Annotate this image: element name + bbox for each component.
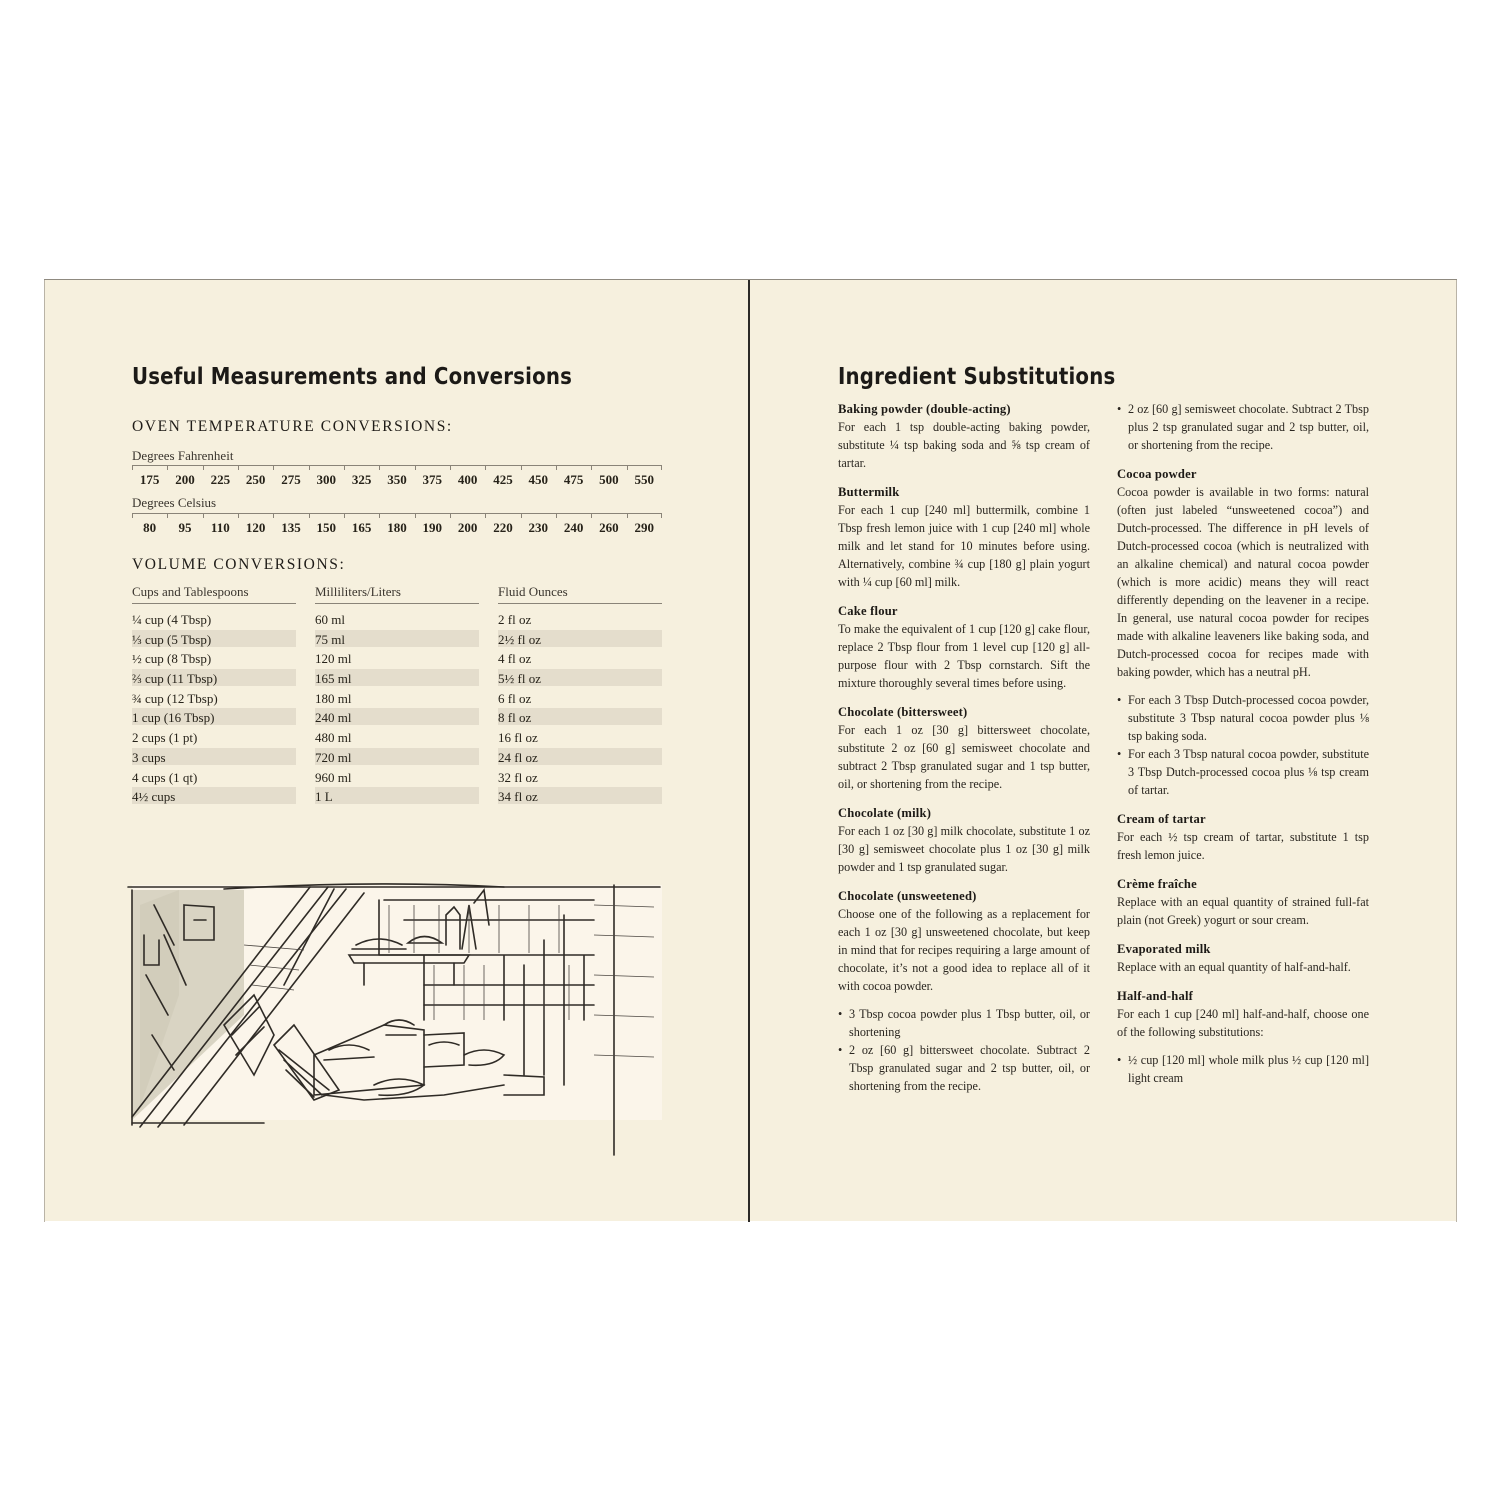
table-cell: 120 ml xyxy=(315,651,352,667)
bullet-item: • For each 3 Tbsp Dutch-processed cocoa powder, substitute 3 Tbsp natural cocoa powder plus ⅛ tsp baking soda. xyxy=(1117,691,1369,745)
celsius-value: 165 xyxy=(344,513,379,537)
celsius-value: 260 xyxy=(591,513,626,537)
celsius-scale xyxy=(132,513,662,533)
table-row xyxy=(132,649,662,669)
entry-name: Buttermilk xyxy=(838,485,900,499)
table-cell: 1 cup (16 Tbsp) xyxy=(132,708,296,725)
volume-heading: VOLUME CONVERSIONS: xyxy=(132,556,346,573)
substitution-entry xyxy=(1117,940,1369,976)
entry-name: Cream of tartar xyxy=(1117,812,1206,826)
table-cell: 75 ml xyxy=(315,630,479,647)
kitchen-sketch-illustration xyxy=(124,845,664,1165)
substitutions-column-left xyxy=(838,400,1090,1106)
table-row xyxy=(132,610,662,630)
substitution-entry xyxy=(838,602,1090,692)
celsius-value: 150 xyxy=(309,513,344,537)
fahrenheit-value: 550 xyxy=(627,465,662,489)
table-cell: ⅔ cup (11 Tbsp) xyxy=(132,669,296,686)
entry-text: For each 1 tsp double-acting baking powder, substitute ¼ tsp baking soda and ⅝ tsp cream of tartar. xyxy=(838,420,1090,470)
oven-heading: OVEN TEMPERATURE CONVERSIONS: xyxy=(132,418,453,435)
table-cell: 2½ fl oz xyxy=(498,630,662,647)
fahrenheit-scale xyxy=(132,465,662,485)
table-cell: 3 cups xyxy=(132,748,296,765)
fahrenheit-value: 500 xyxy=(591,465,626,489)
page-title-substitutions: Ingredient Substitutions xyxy=(838,364,1116,390)
fahrenheit-value: 175 xyxy=(132,465,167,489)
celsius-value: 240 xyxy=(556,513,591,537)
fahrenheit-value: 475 xyxy=(556,465,591,489)
fahrenheit-value: 325 xyxy=(344,465,379,489)
entry-name: Baking powder (double-acting) xyxy=(838,402,1011,416)
table-cell: ¾ cup (12 Tbsp) xyxy=(132,690,218,706)
table-row xyxy=(132,669,662,689)
right-page xyxy=(751,280,1457,1222)
table-cell: 32 fl oz xyxy=(498,769,538,785)
fahrenheit-value: 450 xyxy=(521,465,556,489)
page-title-measurements: Useful Measurements and Conversions xyxy=(132,364,573,390)
fahrenheit-label: Degrees Fahrenheit xyxy=(132,448,234,463)
substitution-entry xyxy=(838,804,1090,876)
table-cell: 720 ml xyxy=(315,748,479,765)
celsius-value: 220 xyxy=(485,513,520,537)
book-spread xyxy=(44,279,1457,1221)
table-cell: 5½ fl oz xyxy=(498,669,662,686)
table-cell: 4 fl oz xyxy=(498,651,532,667)
volume-table-header xyxy=(132,584,662,604)
table-cell: 240 ml xyxy=(315,708,479,725)
substitution-entry xyxy=(1117,987,1369,1087)
column-header: Cups and Tablespoons xyxy=(132,584,296,604)
celsius-value: 95 xyxy=(167,513,202,537)
entry-text: For each 1 oz [30 g] bittersweet chocolate, substitute 2 oz [60 g] semisweet chocolate and subtract 2 Tbsp granulated sugar and 1 tsp butter, oil, or shortening from the recipe. xyxy=(838,723,1090,791)
entry-name: Chocolate (milk) xyxy=(838,806,932,820)
table-cell: 4½ cups xyxy=(132,787,296,804)
substitution-entry xyxy=(838,887,1090,1095)
table-cell: 2 cups (1 pt) xyxy=(132,730,198,746)
bullet-item: • 3 Tbsp cocoa powder plus 1 Tbsp butter, oil, or shortening xyxy=(838,1005,1090,1041)
fahrenheit-value: 225 xyxy=(203,465,238,489)
entry-text: Cocoa powder is available in two forms: natural (often just labeled “unsweetened cocoa”) and Dutch-processed. The difference in pH levels of Dutch-processed cocoa (which is neutralized with an alkaline chemical) and natural cocoa powder (which is more acidic) means they will react differently depending on the leavener in a recipe. In general, use natural cocoa powder for recipes made with alkaline leaveners like baking soda, and Dutch-processed cocoa for recipes made with baking powder, which has a neutral pH. xyxy=(1117,485,1369,679)
entry-text: Replace with an equal quantity of half-and-half. xyxy=(1117,960,1351,974)
fahrenheit-value: 275 xyxy=(273,465,308,489)
entry-text: For each 1 cup [240 ml] half-and-half, choose one of the following substitutions: xyxy=(1117,1007,1369,1039)
entry-name: Crème fraîche xyxy=(1117,877,1197,891)
table-cell: 24 fl oz xyxy=(498,748,662,765)
entry-text: For each 1 oz [30 g] milk chocolate, substitute 1 oz [30 g] semisweet chocolate plus 1 oz [30 g] milk powder and 1 tsp granulated sugar. xyxy=(838,824,1090,874)
bullet-list xyxy=(1117,1051,1369,1087)
entry-name: Chocolate (unsweetened) xyxy=(838,889,977,903)
celsius-value: 190 xyxy=(415,513,450,537)
column-header: Fluid Ounces xyxy=(498,584,662,604)
substitution-entry xyxy=(838,703,1090,793)
table-cell: 34 fl oz xyxy=(498,787,662,804)
entry-text: For each 1 cup [240 ml] buttermilk, combine 1 Tbsp fresh lemon juice with 1 cup [240 ml] whole milk and let stand for 10 minutes before using. Alternatively, combine ¾ cup [180 g] plain yogurt with ¼ cup [60 ml] milk. xyxy=(838,503,1090,589)
bullet-list xyxy=(1117,691,1369,799)
celsius-value: 110 xyxy=(203,513,238,537)
table-cell: 2 fl oz xyxy=(498,612,532,627)
table-row xyxy=(132,708,662,728)
table-row xyxy=(132,768,662,788)
entry-name: Chocolate (bittersweet) xyxy=(838,705,968,719)
bullet-list xyxy=(838,1005,1090,1095)
table-row xyxy=(132,630,662,650)
celsius-value: 290 xyxy=(627,513,662,537)
table-cell: 480 ml xyxy=(315,730,352,746)
table-row xyxy=(132,748,662,768)
substitution-entry xyxy=(1117,465,1369,799)
continued-bullet-entry xyxy=(1117,400,1369,454)
entry-name: Half-and-half xyxy=(1117,989,1194,1003)
table-row xyxy=(132,787,662,807)
book-spine xyxy=(748,280,750,1222)
volume-table xyxy=(132,584,662,807)
substitutions-column-right xyxy=(1117,400,1369,1098)
entry-text: Replace with an equal quantity of strained full-fat plain (not Greek) yogurt or sour cream. xyxy=(1117,895,1369,927)
entry-text: To make the equivalent of 1 cup [120 g] cake flour, replace 2 Tbsp flour from 1 level cup [120 g] all-purpose flour with 2 Tbsp cornstarch. Sift the mixture thoroughly several times before using. xyxy=(838,622,1090,690)
fahrenheit-value: 300 xyxy=(309,465,344,489)
celsius-value: 230 xyxy=(521,513,556,537)
table-cell: ½ cup (8 Tbsp) xyxy=(132,651,212,667)
substitution-entry xyxy=(838,400,1090,472)
table-cell: 180 ml xyxy=(315,690,352,706)
bullet-item: • 2 oz [60 g] semisweet chocolate. Subtract 2 Tbsp plus 2 tsp granulated sugar and 2 tsp butter, oil, or shortening from the recipe. xyxy=(1117,400,1369,454)
celsius-label: Degrees Celsius xyxy=(132,495,217,510)
fahrenheit-value: 350 xyxy=(379,465,414,489)
bullet-item: • For each 3 Tbsp natural cocoa powder, substitute 3 Tbsp Dutch-processed cocoa plus ⅛ tsp cream of tartar. xyxy=(1117,745,1369,799)
table-cell: ⅓ cup (5 Tbsp) xyxy=(132,630,296,647)
bullet-item: • 2 oz [60 g] bittersweet chocolate. Subtract 2 Tbsp granulated sugar and 2 tsp butter, oil, or shortening from the recipe. xyxy=(838,1041,1090,1095)
table-cell: 8 fl oz xyxy=(498,708,662,725)
substitution-entry xyxy=(1117,875,1369,929)
substitution-entry xyxy=(838,483,1090,591)
entry-name: Cocoa powder xyxy=(1117,467,1197,481)
table-row xyxy=(132,728,662,748)
table-cell: ¼ cup (4 Tbsp) xyxy=(132,612,212,627)
fahrenheit-value: 425 xyxy=(485,465,520,489)
table-cell: 60 ml xyxy=(315,612,345,627)
entry-name: Cake flour xyxy=(838,604,898,618)
entry-text: Choose one of the following as a replacement for each 1 oz [30 g] unsweetened chocolate, but keep in mind that for recipes requiring a large amount of chocolate, it’s not a good idea to replace all of it with cocoa powder. xyxy=(838,907,1090,993)
celsius-value: 80 xyxy=(132,513,167,537)
celsius-value: 120 xyxy=(238,513,273,537)
table-row xyxy=(132,689,662,709)
celsius-value: 200 xyxy=(450,513,485,537)
entry-text: For each ½ tsp cream of tartar, substitute 1 tsp fresh lemon juice. xyxy=(1117,830,1369,862)
column-header: Milliliters/Liters xyxy=(315,584,479,604)
celsius-value: 180 xyxy=(379,513,414,537)
table-cell: 16 fl oz xyxy=(498,730,538,746)
table-cell: 165 ml xyxy=(315,669,479,686)
table-cell: 960 ml xyxy=(315,769,352,785)
table-cell: 4 cups (1 qt) xyxy=(132,769,198,785)
bullet-item: • ½ cup [120 ml] whole milk plus ½ cup [120 ml] light cream xyxy=(1117,1051,1369,1087)
table-cell: 1 L xyxy=(315,787,479,804)
fahrenheit-value: 400 xyxy=(450,465,485,489)
table-cell: 6 fl oz xyxy=(498,690,532,706)
left-page xyxy=(44,280,749,1222)
substitution-entry xyxy=(1117,810,1369,864)
celsius-value: 135 xyxy=(273,513,308,537)
fahrenheit-value: 250 xyxy=(238,465,273,489)
entry-name: Evaporated milk xyxy=(1117,942,1211,956)
fahrenheit-value: 375 xyxy=(415,465,450,489)
fahrenheit-value: 200 xyxy=(167,465,202,489)
